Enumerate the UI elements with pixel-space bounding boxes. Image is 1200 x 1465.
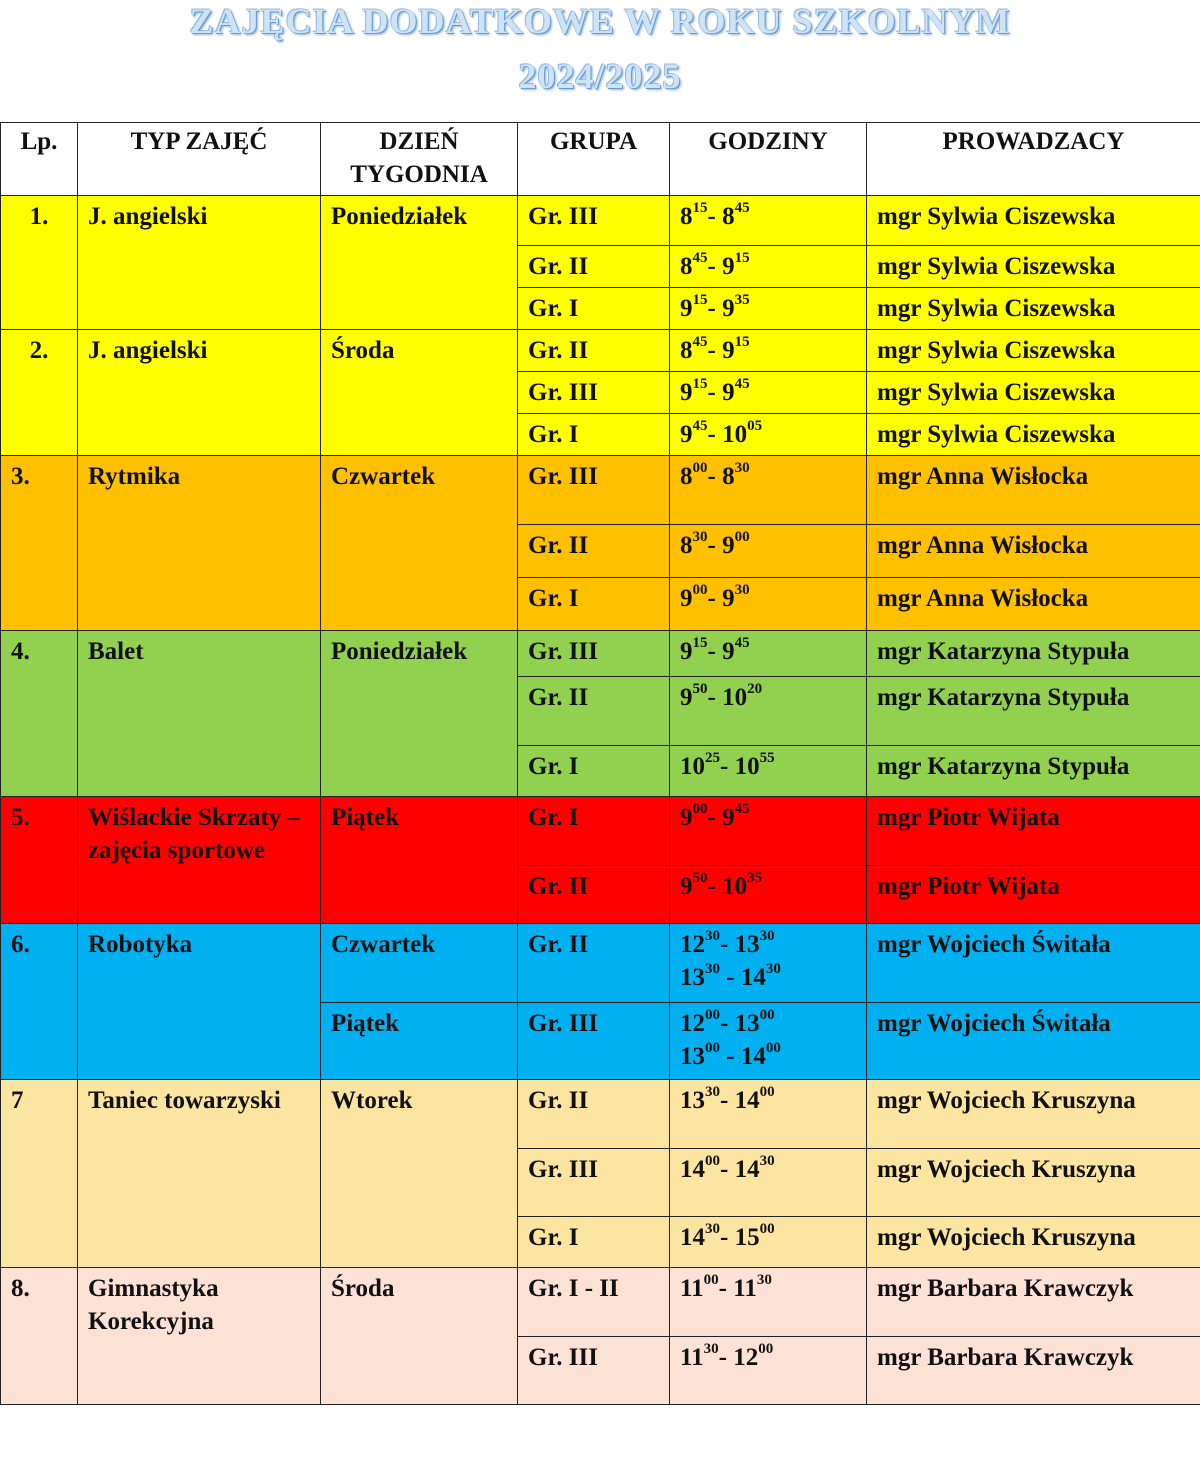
- dash: -: [720, 931, 735, 958]
- start-hour: 9: [680, 421, 693, 448]
- row-number: 5.: [1, 797, 78, 924]
- group: Gr. II: [518, 330, 670, 372]
- end-hour: 14: [740, 964, 766, 991]
- end-hour: 10: [734, 753, 760, 780]
- page-subtitle-year: 2024/2025: [518, 56, 682, 96]
- weekday: Piątek: [321, 1003, 518, 1080]
- teacher: mgr Sylwia Ciszewska: [867, 246, 1200, 288]
- start-minutes: 50: [692, 680, 708, 697]
- end-minutes: 30: [756, 1271, 772, 1288]
- start-minutes: 00: [692, 581, 708, 598]
- group: Gr. II: [518, 1080, 670, 1149]
- group: Gr. III: [518, 631, 670, 677]
- hours: [670, 330, 867, 372]
- activity-type: J. angielski: [78, 196, 321, 330]
- time-range: [680, 292, 856, 325]
- start-minutes: 30: [705, 1220, 720, 1237]
- row-number: 3.: [1, 456, 78, 631]
- group: Gr. I: [518, 746, 670, 797]
- start-hour: 14: [680, 1224, 705, 1251]
- time-range: [680, 200, 856, 233]
- weekday: Poniedziałek: [321, 196, 518, 330]
- end-minutes: 00: [759, 1006, 775, 1023]
- hours: [670, 414, 867, 456]
- end-minutes: 00: [765, 1039, 781, 1056]
- end-hour: 9: [722, 253, 735, 280]
- group: Gr. III: [518, 196, 670, 246]
- end-minutes: 15: [734, 249, 750, 266]
- time-range: [680, 750, 856, 783]
- end-hour: 9: [722, 337, 735, 364]
- dash: -: [707, 585, 723, 612]
- start-minutes: 00: [692, 800, 708, 817]
- group: Gr. III: [518, 456, 670, 525]
- hours: [670, 456, 867, 525]
- weekday: Środa: [321, 330, 518, 456]
- teacher: mgr Sylwia Ciszewska: [867, 414, 1200, 456]
- teacher: mgr Wojciech Świtała: [867, 924, 1200, 1003]
- hours: [670, 1337, 867, 1405]
- start-hour: 9: [680, 684, 693, 711]
- teacher: mgr Wojciech Świtała: [867, 1003, 1200, 1080]
- dash: -: [707, 421, 723, 448]
- end-minutes: 45: [734, 375, 750, 392]
- dash: -: [707, 295, 723, 322]
- weekday: Środa: [321, 1268, 518, 1405]
- time-range: [680, 418, 856, 451]
- row-number: 7: [1, 1080, 78, 1268]
- start-hour: 12: [680, 1010, 705, 1037]
- time-range: [680, 529, 856, 562]
- teacher: mgr Katarzyna Stypuła: [867, 631, 1200, 677]
- hours: [670, 196, 867, 246]
- teacher: mgr Barbara Krawczyk: [867, 1268, 1200, 1337]
- group: Gr. II: [518, 525, 670, 578]
- group: Gr. III: [518, 372, 670, 414]
- start-hour: 13: [680, 1087, 705, 1114]
- weekday: Poniedziałek: [321, 631, 518, 797]
- dash: -: [707, 638, 723, 665]
- teacher: mgr Katarzyna Stypuła: [867, 746, 1200, 797]
- end-minutes: 30: [759, 927, 775, 944]
- group: Gr. I: [518, 288, 670, 330]
- activity-type: Gimnastyka Korekcyjna: [78, 1268, 321, 1405]
- group: Gr. III: [518, 1003, 670, 1080]
- end-hour: 9: [722, 585, 735, 612]
- hours: [670, 797, 867, 866]
- dash: -: [720, 1010, 735, 1037]
- group: Gr. II: [518, 866, 670, 924]
- start-hour: 9: [680, 585, 693, 612]
- row-number: 8.: [1, 1268, 78, 1405]
- time-range: [680, 928, 856, 961]
- hours: [670, 1149, 867, 1217]
- start-minutes: 25: [705, 749, 720, 766]
- end-hour: 14: [734, 1156, 760, 1183]
- end-minutes: 45: [734, 634, 750, 651]
- activity-type: Rytmika: [78, 456, 321, 631]
- group: Gr. I: [518, 578, 670, 631]
- group: Gr. II: [518, 246, 670, 288]
- table-header-row: [1, 123, 1200, 196]
- time-range: [680, 376, 856, 409]
- dash: -: [720, 1043, 741, 1070]
- start-hour: 8: [680, 253, 693, 280]
- end-hour: 10: [722, 421, 748, 448]
- start-hour: 8: [680, 463, 693, 490]
- start-minutes: 15: [692, 375, 708, 392]
- dash: -: [707, 203, 723, 230]
- activity-type: Robotyka: [78, 924, 321, 1080]
- end-hour: 8: [722, 463, 735, 490]
- dash: -: [707, 379, 723, 406]
- dash: -: [707, 337, 723, 364]
- teacher: mgr Anna Wisłocka: [867, 456, 1200, 525]
- end-minutes: 30: [765, 960, 781, 977]
- start-minutes: 45: [692, 333, 708, 350]
- teacher: mgr Sylwia Ciszewska: [867, 330, 1200, 372]
- start-hour: 13: [680, 1043, 705, 1070]
- start-minutes: 15: [692, 199, 708, 216]
- teacher: mgr Anna Wisłocka: [867, 525, 1200, 578]
- teacher: mgr Barbara Krawczyk: [867, 1337, 1200, 1405]
- end-hour: 9: [722, 532, 735, 559]
- page-title: ZAJĘCIA DODATKOWE W ROKU SZKOLNYM: [189, 1, 1011, 41]
- end-hour: 13: [734, 931, 760, 958]
- start-minutes: 50: [692, 869, 708, 886]
- teacher: mgr Wojciech Kruszyna: [867, 1217, 1200, 1268]
- end-hour: 9: [722, 295, 735, 322]
- start-minutes: 45: [692, 417, 708, 434]
- start-minutes: 00: [692, 459, 708, 476]
- group: Gr. I: [518, 1217, 670, 1268]
- time-range: [680, 961, 856, 994]
- group: Gr. I: [518, 414, 670, 456]
- table-row: [1, 456, 1200, 525]
- table-row: [1, 330, 1200, 372]
- table-row: [1, 196, 1200, 246]
- start-minutes: 15: [692, 291, 708, 308]
- row-number: 2.: [1, 330, 78, 456]
- dash: -: [720, 964, 741, 991]
- dash: -: [720, 1224, 735, 1251]
- dash: -: [720, 1087, 735, 1114]
- teacher: mgr Piotr Wijata: [867, 797, 1200, 866]
- teacher: mgr Wojciech Kruszyna: [867, 1149, 1200, 1217]
- dash: -: [707, 873, 723, 900]
- start-hour: 14: [680, 1156, 705, 1183]
- teacher: mgr Anna Wisłocka: [867, 578, 1200, 631]
- group: Gr. III: [518, 1149, 670, 1217]
- activity-type: Taniec towarzyski: [78, 1080, 321, 1268]
- end-minutes: 00: [734, 528, 750, 545]
- weekday: Czwartek: [321, 456, 518, 631]
- dash: -: [718, 1275, 734, 1302]
- end-hour: 13: [734, 1010, 760, 1037]
- header-hours: GODZINY: [670, 123, 867, 196]
- row-number: 6.: [1, 924, 78, 1080]
- hours: [670, 525, 867, 578]
- activity-type: J. angielski: [78, 330, 321, 456]
- hours: [670, 677, 867, 746]
- table-row: [1, 631, 1200, 677]
- dash: -: [720, 1156, 735, 1183]
- time-range: [680, 582, 856, 615]
- start-minutes: 30: [705, 1083, 720, 1100]
- start-hour: 11: [680, 1344, 704, 1371]
- dash: -: [707, 463, 723, 490]
- teacher: mgr Piotr Wijata: [867, 866, 1200, 924]
- end-hour: 11: [733, 1275, 757, 1302]
- start-minutes: 00: [705, 1039, 720, 1056]
- start-hour: 8: [680, 337, 693, 364]
- hours: [670, 1080, 867, 1149]
- start-hour: 9: [680, 873, 693, 900]
- header-teacher: PROWADZACY: [867, 123, 1200, 196]
- schedule-body: [1, 196, 1200, 1405]
- start-hour: 9: [680, 295, 693, 322]
- end-hour: 9: [722, 804, 735, 831]
- end-minutes: 30: [734, 581, 750, 598]
- dash: -: [718, 1344, 734, 1371]
- start-minutes: 30: [703, 1340, 719, 1357]
- end-minutes: 30: [734, 459, 750, 476]
- end-hour: 15: [734, 1224, 760, 1251]
- teacher: mgr Sylwia Ciszewska: [867, 372, 1200, 414]
- start-minutes: 30: [705, 960, 720, 977]
- time-range: [680, 1341, 856, 1374]
- time-range: [680, 1084, 856, 1117]
- end-minutes: 05: [747, 417, 763, 434]
- group: Gr. II: [518, 924, 670, 1003]
- end-minutes: 55: [759, 749, 775, 766]
- end-hour: 10: [722, 873, 748, 900]
- end-hour: 8: [722, 203, 735, 230]
- start-hour: 8: [680, 532, 693, 559]
- start-minutes: 00: [703, 1271, 719, 1288]
- teacher: mgr Sylwia Ciszewska: [867, 196, 1200, 246]
- end-minutes: 30: [759, 1152, 775, 1169]
- start-minutes: 00: [705, 1152, 720, 1169]
- header-group: GRUPA: [518, 123, 670, 196]
- teacher: mgr Wojciech Kruszyna: [867, 1080, 1200, 1149]
- start-hour: 13: [680, 964, 705, 991]
- hours: [670, 288, 867, 330]
- time-range: [680, 870, 856, 903]
- dash: -: [707, 532, 723, 559]
- time-range: [680, 801, 856, 834]
- teacher: mgr Katarzyna Stypuła: [867, 677, 1200, 746]
- row-number: 4.: [1, 631, 78, 797]
- time-range: [680, 334, 856, 367]
- end-minutes: 00: [759, 1083, 775, 1100]
- time-range: [680, 1040, 856, 1073]
- header-lp: Lp.: [1, 123, 78, 196]
- dash: -: [707, 684, 723, 711]
- activity-type: Wiślackie Skrzaty – zajęcia sportowe: [78, 797, 321, 924]
- group: Gr. I: [518, 797, 670, 866]
- table-row: [1, 924, 1200, 1003]
- start-minutes: 15: [692, 634, 708, 651]
- end-minutes: 20: [747, 680, 763, 697]
- hours: [670, 246, 867, 288]
- group: Gr. I - II: [518, 1268, 670, 1337]
- hours: [670, 372, 867, 414]
- group: Gr. III: [518, 1337, 670, 1405]
- time-range: [680, 635, 856, 668]
- end-minutes: 00: [758, 1340, 774, 1357]
- header-type: TYP ZAJĘĆ: [78, 123, 321, 196]
- dash: -: [707, 804, 723, 831]
- weekday: Czwartek: [321, 924, 518, 1003]
- end-hour: 9: [722, 638, 735, 665]
- end-hour: 10: [722, 684, 748, 711]
- end-hour: 12: [733, 1344, 759, 1371]
- start-hour: 8: [680, 203, 693, 230]
- hours: [670, 1217, 867, 1268]
- header-day: DZIEŃ TYGODNIA: [321, 123, 518, 196]
- time-range: [680, 681, 856, 714]
- start-minutes: 45: [692, 249, 708, 266]
- start-hour: 9: [680, 638, 693, 665]
- start-hour: 9: [680, 379, 693, 406]
- weekday: Piątek: [321, 797, 518, 924]
- start-minutes: 00: [705, 1006, 720, 1023]
- row-number: 1.: [1, 196, 78, 330]
- activity-type: Balet: [78, 631, 321, 797]
- hours: [670, 631, 867, 677]
- weekday: Wtorek: [321, 1080, 518, 1268]
- end-minutes: 45: [734, 199, 750, 216]
- hours: [670, 1003, 867, 1080]
- end-minutes: 45: [734, 800, 750, 817]
- schedule-table: [0, 122, 1200, 1405]
- start-hour: 10: [680, 753, 705, 780]
- start-minutes: 30: [692, 528, 708, 545]
- time-range: [680, 1272, 856, 1305]
- end-hour: 14: [740, 1043, 766, 1070]
- hours: [670, 866, 867, 924]
- end-minutes: 35: [747, 869, 763, 886]
- dash: -: [707, 253, 723, 280]
- start-minutes: 30: [705, 927, 720, 944]
- time-range: [680, 1221, 856, 1254]
- hours: [670, 578, 867, 631]
- start-hour: 11: [680, 1275, 704, 1302]
- teacher: mgr Sylwia Ciszewska: [867, 288, 1200, 330]
- table-row: [1, 797, 1200, 866]
- hours: [670, 924, 867, 1003]
- end-hour: 9: [722, 379, 735, 406]
- table-row: [1, 1080, 1200, 1149]
- end-minutes: 35: [734, 291, 750, 308]
- start-hour: 9: [680, 804, 693, 831]
- time-range: [680, 250, 856, 283]
- end-minutes: 00: [759, 1220, 775, 1237]
- time-range: [680, 1153, 856, 1186]
- end-hour: 14: [734, 1087, 760, 1114]
- time-range: [680, 460, 856, 493]
- end-minutes: 15: [734, 333, 750, 350]
- hours: [670, 1268, 867, 1337]
- start-hour: 12: [680, 931, 705, 958]
- group: Gr. II: [518, 677, 670, 746]
- time-range: [680, 1007, 856, 1040]
- hours: [670, 746, 867, 797]
- table-row: [1, 1268, 1200, 1337]
- dash: -: [720, 753, 735, 780]
